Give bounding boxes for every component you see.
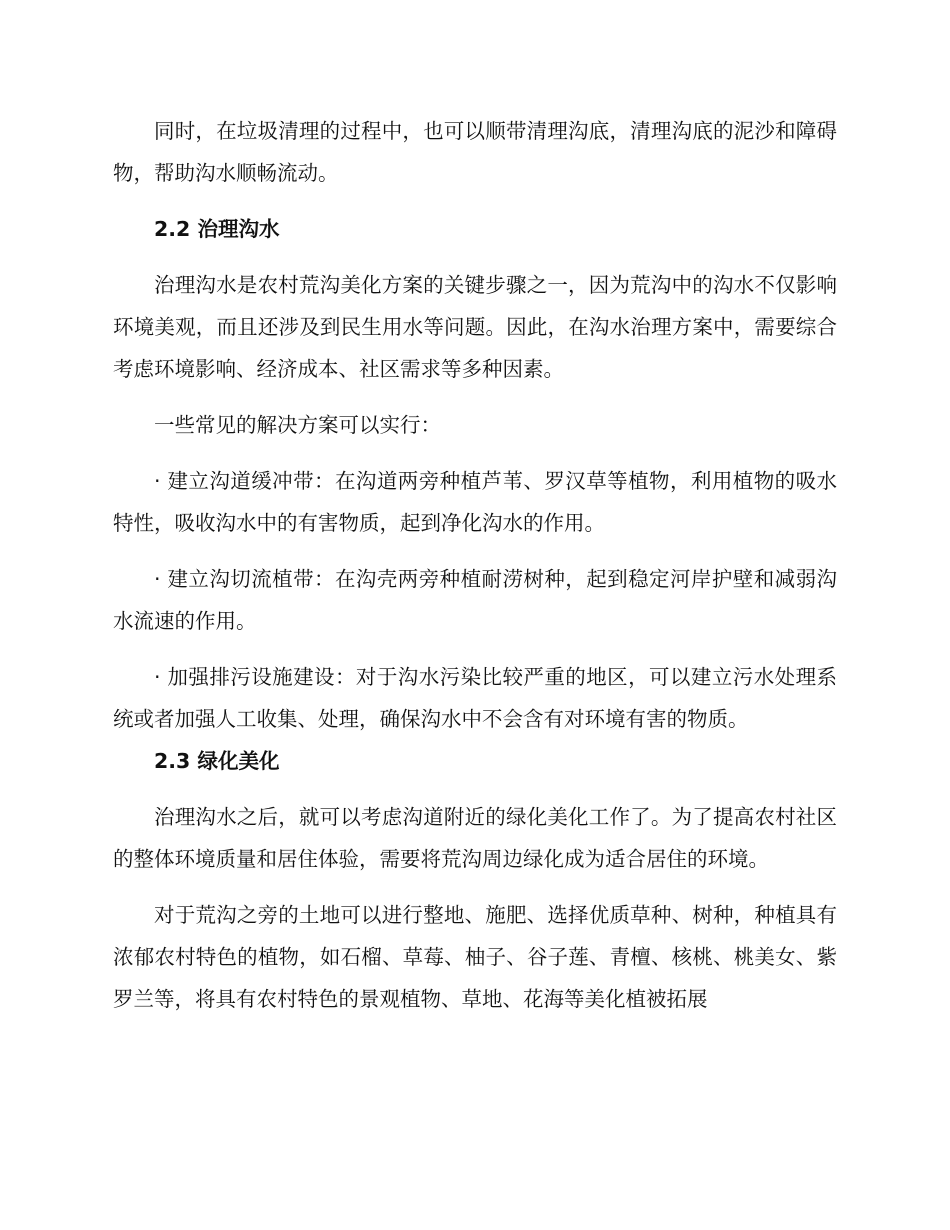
paragraph-cleaning-ditch-bottom: 同时，在垃圾清理的过程中，也可以顺带清理沟底，清理沟底的泥沙和障碍物，帮助沟水顺畅流动。 — [113, 119, 837, 185]
spacer — [113, 880, 837, 894]
document-body — [113, 110, 837, 1020]
paragraph-greening-plants: 对于荒沟之旁的土地可以进行整地、施肥、选择优质草种、树种，种植具有浓郁农村特色的植物，如石榴、草莓、柚子、谷子莲、青檀、核桃、桃美女、紫罗兰等，将具有农村特色的景观植物、草地、花海等美化植被拓展 — [113, 903, 837, 1011]
spacer — [113, 642, 837, 656]
bullet-buffer-zone: · 建立沟道缓冲带：在沟道两旁种植芦苇、罗汉草等植物，利用植物的吸水特性，吸收沟水中的有害物质，起到净化沟水的作用。 — [113, 469, 837, 535]
spacer — [113, 250, 837, 264]
paragraph-solutions-lead: 一些常见的解决方案可以实行： — [154, 413, 441, 437]
paragraph-greening-intro: 治理沟水之后，就可以考虑沟道附近的绿化美化工作了。为了提高农村社区的整体环境质量和居住体验，需要将荒沟周边绿化成为适合居住的环境。 — [113, 805, 837, 871]
section-heading-2-2: 2.2 治理沟水 — [154, 217, 280, 241]
spacer — [113, 194, 837, 208]
spacer — [113, 544, 837, 558]
bullet-sewage-facilities: · 加强排污设施建设：对于沟水污染比较严重的地区，可以建立污水处理系统或者加强人工收集、处理，确保沟水中不会含有对环境有害的物质。 — [113, 665, 837, 731]
spacer — [113, 782, 837, 796]
paragraph-water-treatment-intro: 治理沟水是农村荒沟美化方案的关键步骤之一，因为荒沟中的沟水不仅影响环境美观，而且还涉及到民生用水等问题。因此，在沟水治理方案中，需要综合考虑环境影响、经济成本、社区需求等多种因素。 — [113, 273, 837, 381]
bullet-flow-cut-belt: · 建立沟切流植带：在沟壳两旁种植耐涝树种，起到稳定河岸护壁和减弱沟水流速的作用。 — [113, 567, 837, 633]
spacer — [113, 390, 837, 404]
spacer — [113, 446, 837, 460]
section-heading-2-3: 2.3 绿化美化 — [154, 749, 280, 773]
